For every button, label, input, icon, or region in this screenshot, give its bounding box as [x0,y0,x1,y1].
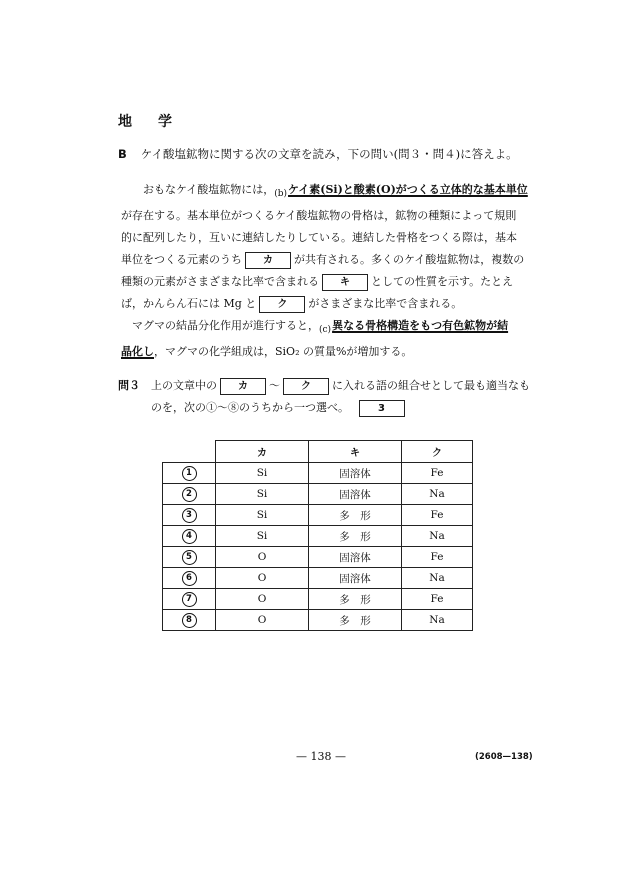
passage-line-2: が存在する。基本単位がつくるケイ酸塩鉱物の骨格は，鉱物の種類によって規則 [121,209,517,222]
choice-number-icon: 6 [182,571,197,586]
cell-ka: O [216,568,309,589]
choice-number-icon: 5 [182,550,197,565]
table-row [163,547,473,568]
question-3-line-1: 問３ 上の文章中の カ ～ ク に入れる語の組合せとして最も適当なも [118,375,530,397]
underlined-phrase-b: ケイ素(Si)と酸素(O)がつくる立体的な基本単位 [288,183,528,196]
cell-ka: Si [216,505,309,526]
passage-line-6: ば，かんらん石には Mg と ク がさまざまな比率で含まれる。 [121,293,533,315]
cell-ki: 多 形 [309,589,402,610]
cell-ka: O [216,547,309,568]
table-row [163,484,473,505]
blank-ka-box: カ [245,252,291,269]
table-row [163,463,473,484]
choice-number-cell [163,505,216,526]
question-3-label: 問３ [118,379,140,392]
cell-ka: Si [216,463,309,484]
q3-blank-ku-box: ク [283,378,329,395]
subject-heading: 地 学 [118,114,178,130]
table-row [163,526,473,547]
cell-ku: Fe [402,463,473,484]
underlined-phrase-c: 異なる骨格構造をもつ有色鉱物が結 [332,319,509,332]
choice-number-cell [163,526,216,547]
cell-ki: 多 形 [309,610,402,631]
cell-ku: Na [402,568,473,589]
section-label: B [118,147,127,161]
choice-number-cell [163,568,216,589]
question-3 [118,375,530,419]
table-row [163,568,473,589]
choice-number-cell [163,484,216,505]
underline-mark-c: (c) [319,325,332,335]
passage-line-4: 単位をつくる元素のうち カ が共有される。多くのケイ酸塩鉱物は，複数の [121,249,533,271]
passage-line-8: 晶化し，マグマの化学組成は，SiO₂ の質量%が増加する。 [121,345,413,358]
question-3-line-2: のを，次の①～⑧のうちから一つ選べ。 3 [118,397,530,419]
choice-number-icon: 1 [182,466,197,481]
page-number: — 138 — [296,750,346,763]
table-row [163,610,473,631]
cell-ku: Na [402,610,473,631]
choice-number-icon: 3 [182,508,197,523]
cell-ka: O [216,610,309,631]
cell-ki: 固溶体 [309,463,402,484]
passage-line-3: 的に配列したり，互いに連結したりしている。連結した骨格をつくる際は，基本 [121,231,517,244]
underline-mark-b: (b) [274,189,288,199]
table-row [163,505,473,526]
cell-ka: O [216,589,309,610]
cell-ku: Na [402,526,473,547]
choice-number-cell [163,610,216,631]
passage-line-1: おもなケイ酸塩鉱物には，$_{(b)}$ケイ素(Si)と酸素(O)がつくる立体的な基本単位 [143,183,528,199]
cell-ki: 固溶体 [309,568,402,589]
blank-ku-box: ク [259,296,305,313]
choice-number-cell [163,463,216,484]
answer-box-3: 3 [359,400,405,417]
header-ki: キ [309,441,402,463]
header-blank-cell [163,441,216,463]
cell-ki: 多 形 [309,505,402,526]
passage [121,179,533,363]
exam-code: (2608—138) [475,752,533,762]
choice-number-cell [163,547,216,568]
cell-ki: 固溶体 [309,484,402,505]
cell-ku: Fe [402,505,473,526]
choice-number-icon: 8 [182,613,197,628]
passage-line-5: 種類の元素がさまざまな比率で含まれる キ としての性質を示す。たとえ [121,271,533,293]
choices-table [162,440,473,631]
choice-number-cell [163,589,216,610]
cell-ki: 多 形 [309,526,402,547]
passage-line-7: マグマの結晶分化作用が進行すると，$_{(c)}$異なる骨格構造をもつ有色鉱物が結 [132,319,509,335]
header-ku: ク [402,441,473,463]
table-row [163,589,473,610]
table-header-row [163,441,473,463]
cell-ka: Si [216,484,309,505]
header-ka: カ [216,441,309,463]
cell-ku: Fe [402,589,473,610]
cell-ka: Si [216,526,309,547]
cell-ku: Fe [402,547,473,568]
cell-ku: Na [402,484,473,505]
blank-ki-box: キ [322,274,368,291]
choice-number-icon: 4 [182,529,197,544]
choice-number-icon: 7 [182,592,197,607]
underlined-phrase-c-cont: 晶化し [121,345,154,358]
choice-number-icon: 2 [182,487,197,502]
cell-ki: 固溶体 [309,547,402,568]
q3-blank-ka-box: カ [220,378,266,395]
section-b-instruction [118,146,518,162]
section-instruction: ケイ酸塩鉱物に関する次の文章を読み，下の問い(問３・問４)に答えよ。 [140,147,518,161]
